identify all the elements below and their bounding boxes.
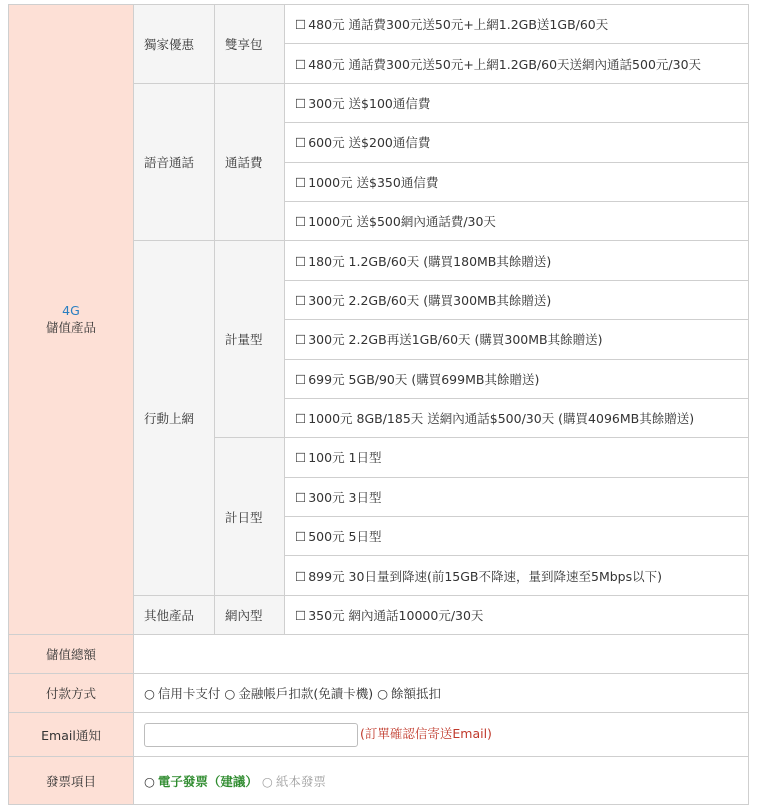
product-option[interactable]	[285, 595, 749, 634]
checkbox-icon[interactable]: ☐	[295, 608, 307, 624]
payment-option-balance[interactable]: ○ 餘額抵扣	[377, 686, 442, 702]
product-option-label: 300元 2.2GB再送1GB/60天 (購買300MB其餘贈送)	[308, 332, 603, 348]
radio-icon[interactable]: ○	[144, 773, 155, 789]
checkbox-icon[interactable]: ☐	[295, 292, 307, 308]
checkbox-icon[interactable]: ☐	[295, 214, 307, 230]
product-type-label	[9, 5, 134, 635]
product-subcategory: 雙享包	[215, 5, 285, 84]
invoice-row	[9, 757, 749, 805]
radio-icon[interactable]: ○	[144, 686, 155, 702]
product-option-label: 1000元 8GB/185天 送網內通話$500/30天 (購買4096MB其餘贈送)	[308, 411, 695, 427]
product-category: 其他產品	[134, 595, 215, 634]
product-option[interactable]	[285, 477, 749, 516]
product-option[interactable]	[285, 280, 749, 319]
product-option-label: 350元 網內通話10000元/30天	[308, 608, 484, 624]
email-input[interactable]	[144, 723, 358, 747]
payment-option-credit-card[interactable]: ○ 信用卡支付	[144, 686, 221, 702]
email-cell	[134, 713, 749, 757]
invoice-label: 發票項目	[9, 757, 134, 805]
form-fields-section	[9, 635, 749, 805]
payment-option-bank-account[interactable]: ○ 金融帳戶扣款(免讀卡機)	[224, 686, 374, 702]
product-option-label: 300元 送$100通信費	[308, 95, 431, 111]
product-option[interactable]	[285, 83, 749, 122]
email-row	[9, 713, 749, 757]
checkbox-icon[interactable]: ☐	[295, 135, 307, 151]
product-option-label: 180元 1.2GB/60天 (購買180MB其餘贈送)	[308, 253, 552, 269]
invoice-option-electronic[interactable]: ○ 電子發票（建議）	[144, 773, 258, 789]
product-option[interactable]	[285, 556, 749, 595]
product-section	[9, 5, 749, 635]
product-option[interactable]	[285, 123, 749, 162]
checkbox-icon[interactable]: ☐	[295, 489, 307, 505]
network-label: 4G	[62, 303, 80, 319]
product-option[interactable]	[285, 438, 749, 477]
product-option-label: 300元 2.2GB/60天 (購買300MB其餘贈送)	[308, 292, 552, 308]
product-option[interactable]	[285, 398, 749, 437]
product-row	[9, 5, 749, 44]
product-option-label: 600元 送$200通信費	[308, 135, 431, 151]
checkbox-icon[interactable]: ☐	[295, 450, 307, 466]
product-category: 獨家優惠	[134, 5, 215, 84]
checkbox-icon[interactable]: ☐	[295, 253, 307, 269]
product-category: 行動上網	[134, 241, 215, 596]
product-option[interactable]	[285, 517, 749, 556]
product-option[interactable]	[285, 359, 749, 398]
product-label: 儲值產品	[45, 320, 96, 336]
product-option[interactable]	[285, 201, 749, 240]
product-subcategory: 通話費	[215, 83, 285, 241]
product-option-label: 500元 5日型	[308, 529, 382, 545]
product-option[interactable]	[285, 320, 749, 359]
payment-row	[9, 674, 749, 713]
product-subcategory: 計日型	[215, 438, 285, 596]
checkbox-icon[interactable]: ☐	[295, 371, 307, 387]
product-option[interactable]	[285, 5, 749, 44]
product-option-label: 899元 30日量到降速(前15GB不降速，量到降速至5Mbps以下)	[308, 568, 662, 584]
product-category: 語音通話	[134, 83, 215, 241]
payment-options	[134, 674, 749, 713]
invoice-option-paper[interactable]: ○ 紙本發票	[261, 773, 326, 789]
email-note: (訂單確認信寄送Email)	[360, 726, 492, 742]
product-option-label: 300元 3日型	[308, 489, 382, 505]
checkbox-icon[interactable]: ☐	[295, 411, 307, 427]
total-label: 儲值總額	[9, 635, 134, 674]
invoice-options	[134, 757, 749, 805]
product-option[interactable]	[285, 162, 749, 201]
total-row	[9, 635, 749, 674]
email-label: Email通知	[9, 713, 134, 757]
product-form-table	[8, 4, 749, 805]
checkbox-icon[interactable]: ☐	[295, 174, 307, 190]
product-option[interactable]	[285, 241, 749, 280]
product-option-label: 1000元 送$500網內通話費/30天	[308, 214, 496, 230]
payment-label: 付款方式	[9, 674, 134, 713]
product-option-label: 100元 1日型	[308, 450, 382, 466]
total-value	[134, 635, 749, 674]
checkbox-icon[interactable]: ☐	[295, 568, 307, 584]
radio-icon[interactable]: ○	[377, 686, 389, 702]
checkbox-icon[interactable]: ☐	[295, 332, 307, 348]
radio-icon[interactable]: ○	[261, 773, 273, 789]
radio-icon[interactable]: ○	[224, 686, 236, 702]
product-option-label: 480元 通話費300元送50元+上網1.2GB送1GB/60天	[308, 17, 609, 33]
product-option[interactable]	[285, 44, 749, 83]
product-subcategory: 計量型	[215, 241, 285, 438]
checkbox-icon[interactable]: ☐	[295, 95, 307, 111]
product-option-label: 480元 通話費300元送50元+上網1.2GB/60天送網內通話500元/30天	[308, 56, 702, 72]
checkbox-icon[interactable]: ☐	[295, 56, 307, 72]
checkbox-icon[interactable]: ☐	[295, 17, 307, 33]
product-option-label: 699元 5GB/90天 (購買699MB其餘贈送)	[308, 371, 540, 387]
checkbox-icon[interactable]: ☐	[295, 529, 307, 545]
product-subcategory: 網內型	[215, 595, 285, 634]
product-option-label: 1000元 送$350通信費	[308, 174, 439, 190]
